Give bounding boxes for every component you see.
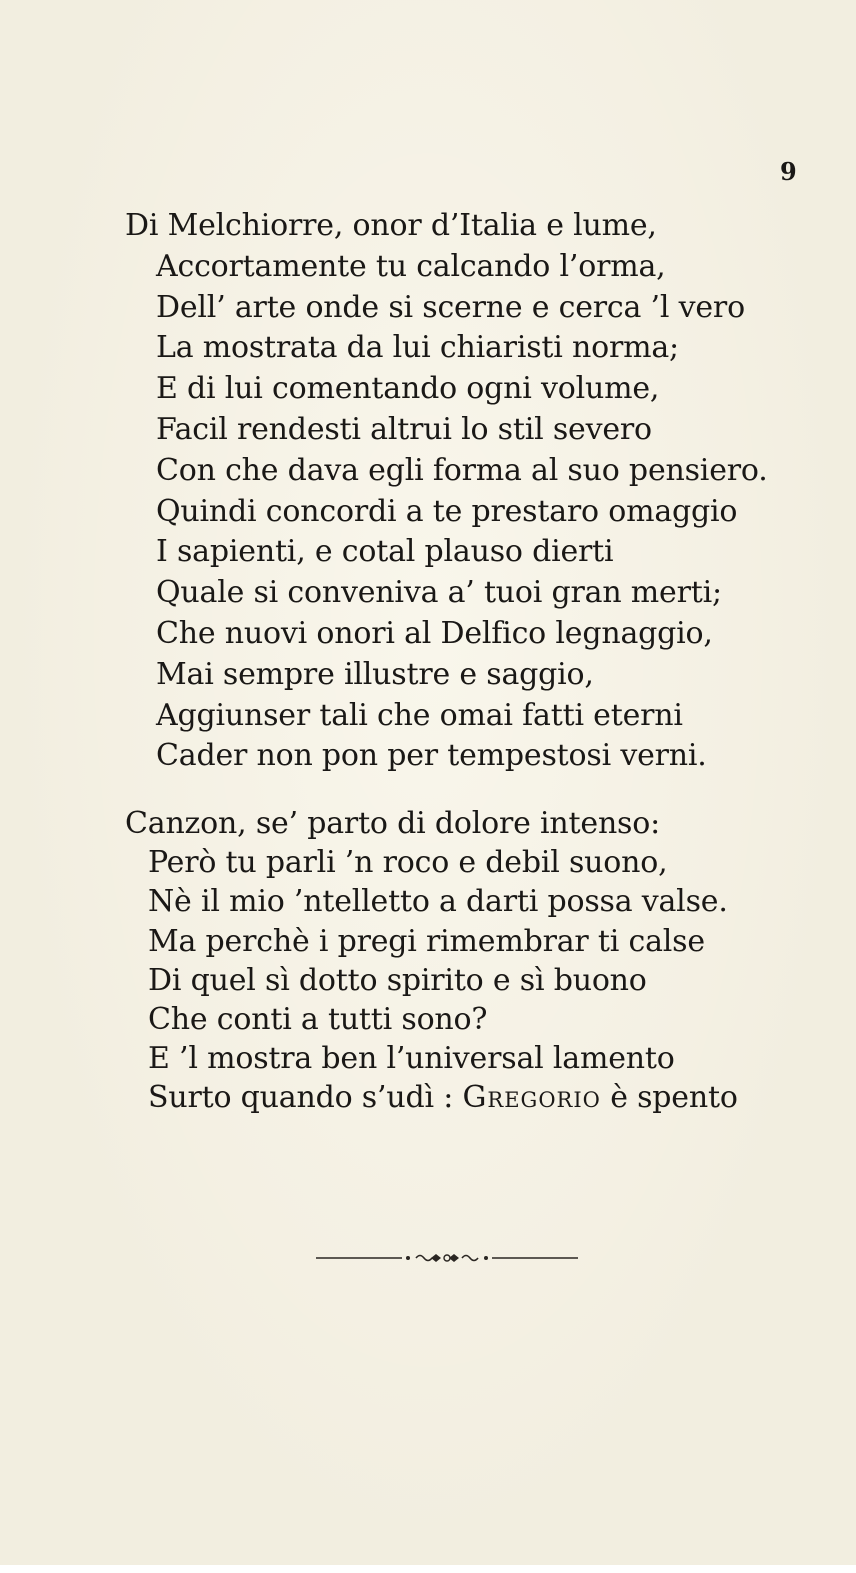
final-line-suffix: è spento [600,1080,738,1116]
verse-line: Accortamente tu calcando l’orma, [156,248,666,284]
ornament-dot [484,1256,488,1260]
final-line-prefix: Surto quando s’udì : [148,1080,463,1116]
verse-line: Nè il mio ’ntelletto a darti possa valse. [148,884,728,920]
ornament-scroll [416,1256,432,1261]
verse-line: Che nuovi onori al Delfico legnaggio, [156,615,713,651]
ornament-scroll [462,1256,478,1261]
verse-line: Con che dava egli forma al suo pensiero. [156,452,768,488]
verse-line: Aggiunser tali che omai fatti eterni [156,697,683,733]
ornament-diamond [431,1254,441,1262]
verse-line: I sapienti, e cotal plauso dierti [156,534,614,570]
ornament-dot [406,1256,410,1260]
stanza-1 [0,206,856,777]
verse-line: Dell’ arte onde si scerne e cerca ’l vero [156,289,745,325]
verse-line: Di Melchiorre, onor d’Italia e lume, [125,208,657,243]
verse-line-final [0,1078,856,1117]
verse-line: Mai sempre illustre e saggio, [156,656,594,692]
verse-line: Di quel sì dotto spirito e sì buono [148,962,647,998]
tailpiece-ornament [316,1252,578,1264]
verse-line: E ’l mostra ben l’universal lamento [148,1041,675,1077]
ornament-diamond [449,1254,459,1262]
verse-line: Però tu parli ’n roco e debil suono, [148,845,668,881]
stanza-2 [0,804,856,1118]
final-line-name: Gregorio [462,1080,601,1116]
verse-line: Canzon, se’ parto di dolore intenso: [125,806,661,841]
verse-line: Ma perchè i pregi rimembrar ti calse [148,923,705,959]
page-edge [0,1565,856,1573]
verse-line: La mostrata da lui chiaristi norma; [156,330,679,366]
verse-line: Quale si conveniva a’ tuoi gran merti; [156,575,722,611]
page-number: 9 [780,157,797,186]
verse-line: Cader non pon per tempestosi verni. [156,738,707,774]
verse-line: Facil rendesti altrui lo stil severo [156,411,652,447]
verse-line: Che conti a tutti sono? [148,1001,488,1037]
verse-line: Quindi concordi a te prestaro omaggio [156,493,738,529]
verse-line: E di lui comentando ogni volume, [156,371,660,407]
